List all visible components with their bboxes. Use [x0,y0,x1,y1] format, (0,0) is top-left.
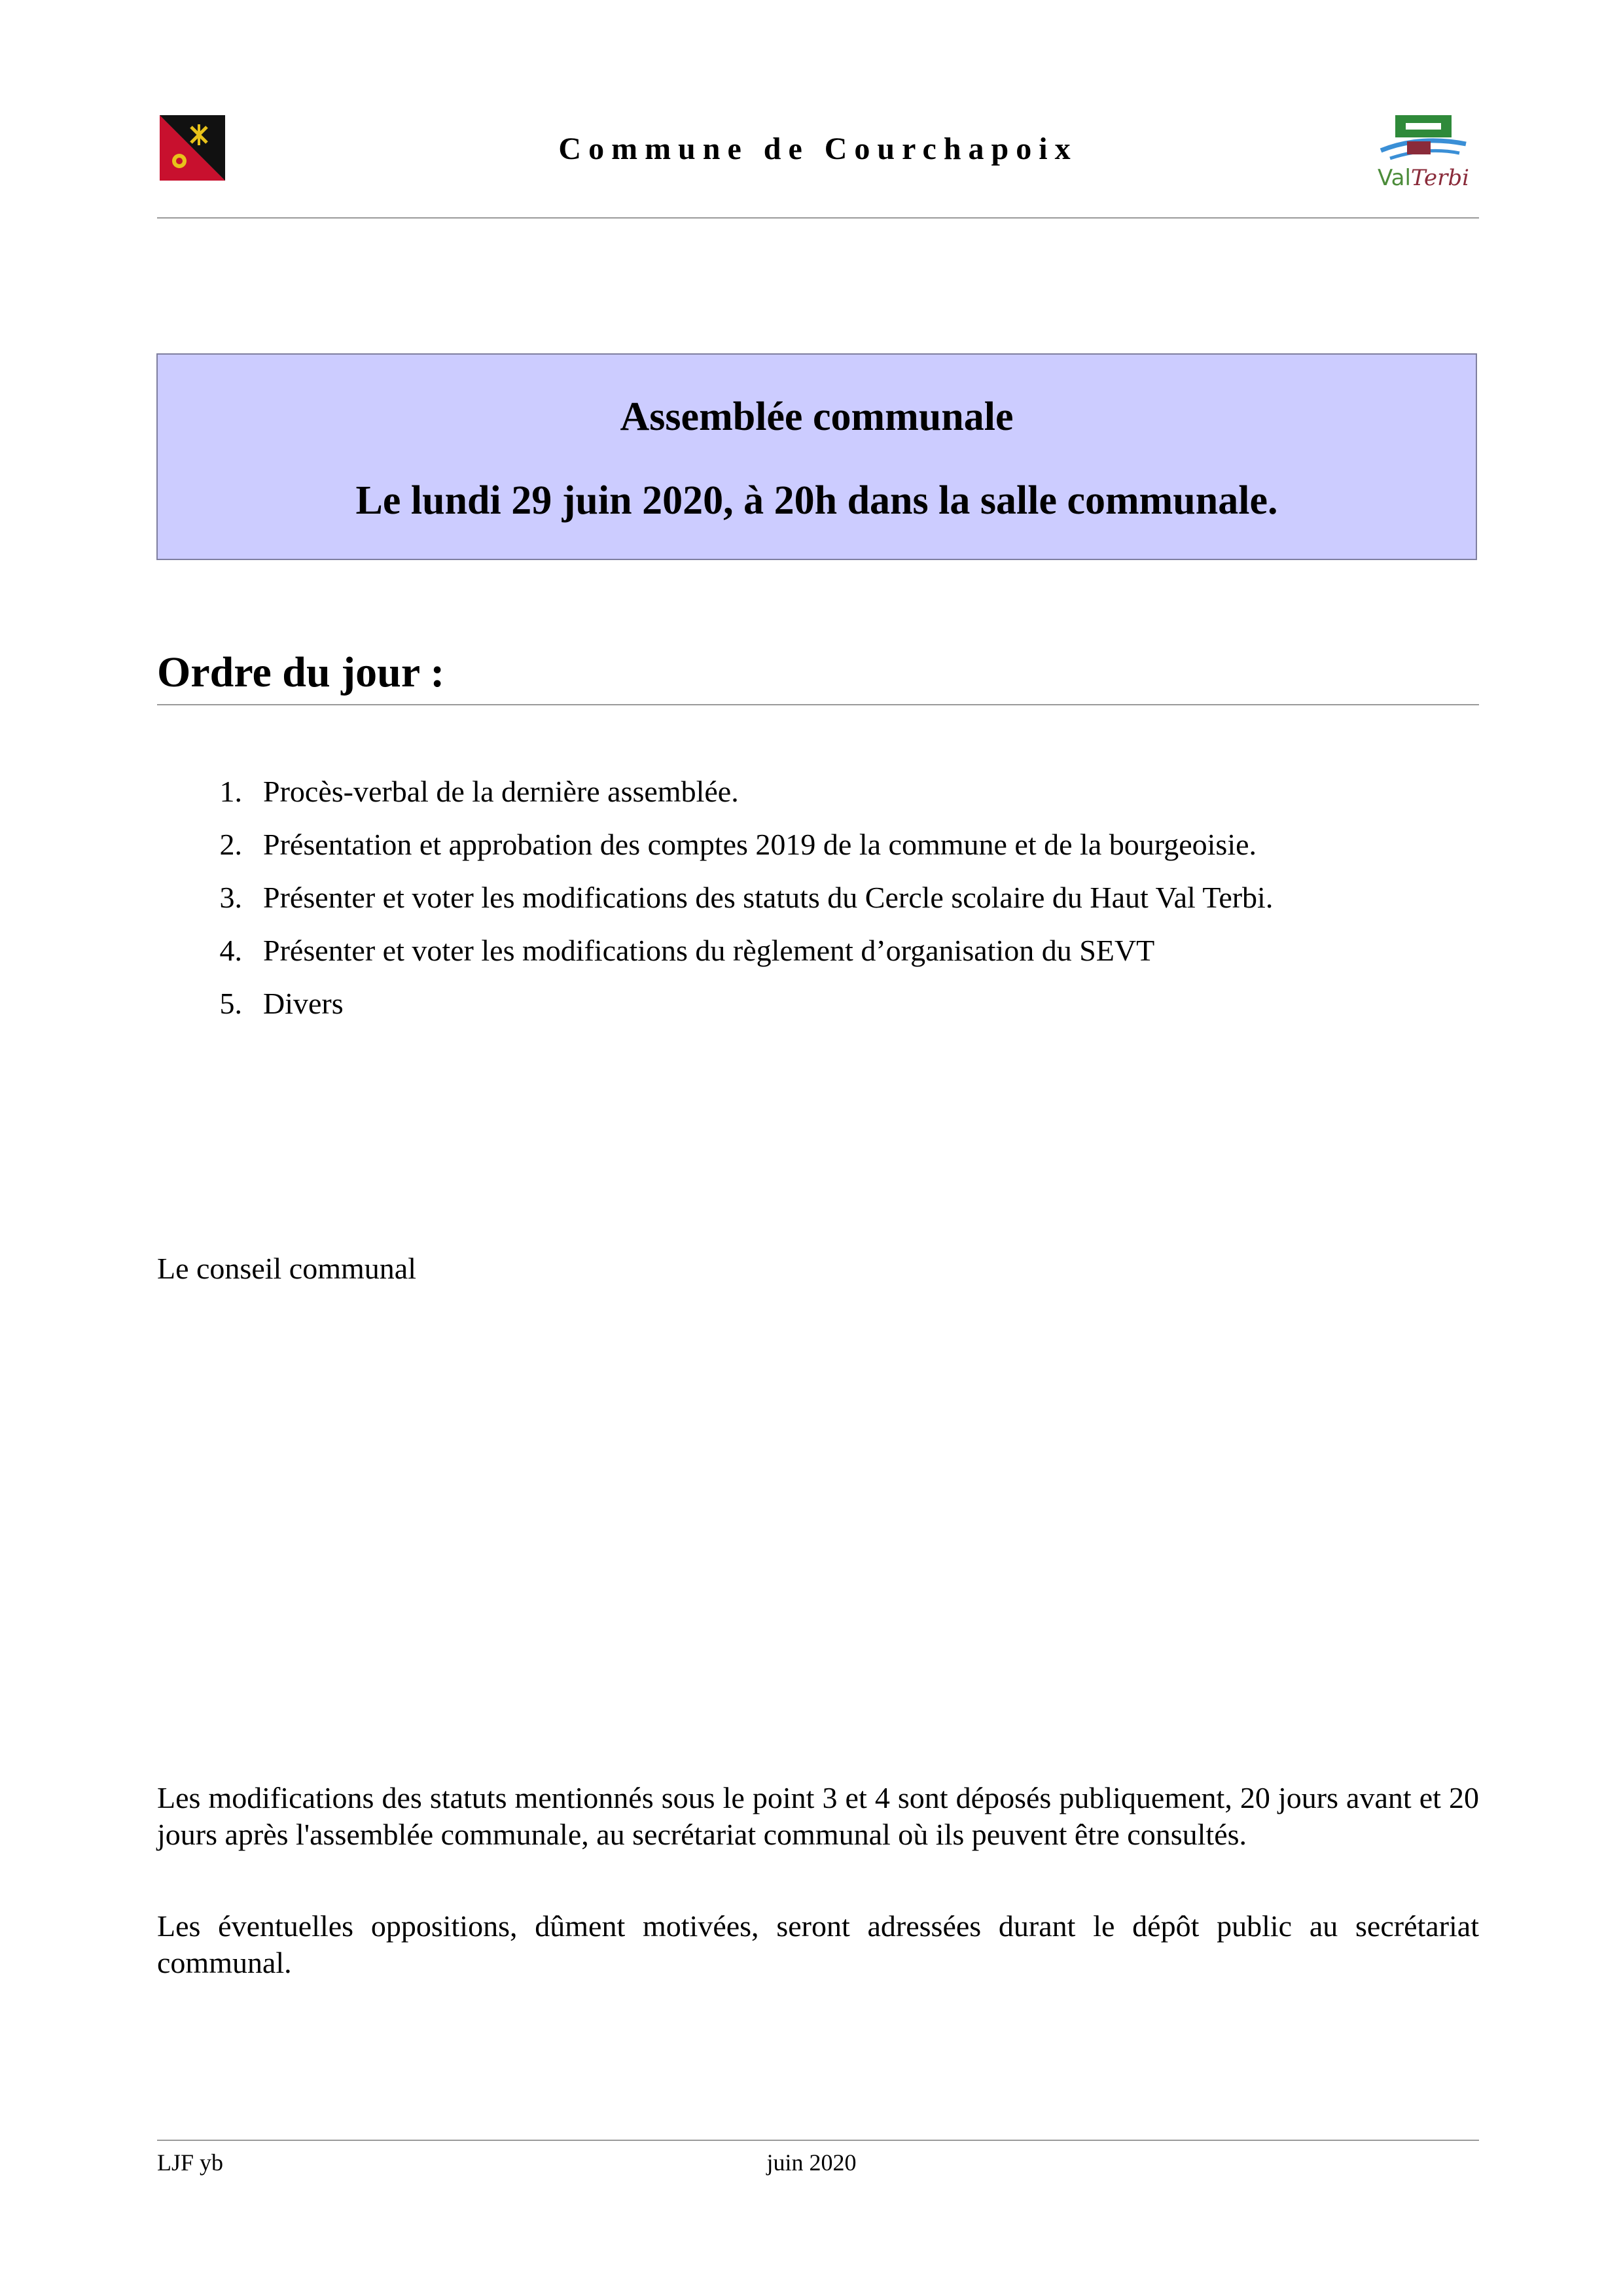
agenda-item-number: 5. [219,987,242,1020]
header-divider [157,217,1479,219]
logo-terbi-text: Terbi [1410,165,1469,191]
agenda-item [209,878,1479,931]
footer-date: juin 2020 [766,2149,857,2176]
agenda-item-number: 2. [219,828,242,861]
agenda-item-text: Présenter et voter les modifications des statuts du Cercle scolaire du Haut Val Terbi. [263,881,1274,914]
val-terbi-emblem-icon [1368,113,1479,165]
footer-divider [157,2140,1479,2141]
logo-val-text: Val [1378,165,1411,191]
notice-paragraph: Les éventuelles oppositions, dûment motivées, seront adressées durant le dépôt public au secrétariat communal. [157,1909,1479,1979]
agenda-item [209,772,1479,825]
agenda-item-number: 3. [219,881,242,914]
agenda-list [209,772,1479,1037]
banner-date-location: Le lundi 29 juin 2020, à 20h dans la salle communale. [355,478,1278,523]
commune-title: Commune de Courchapoix [558,132,1078,166]
agenda-heading: Ordre du jour : [157,648,1479,705]
agenda-item [209,931,1479,984]
agenda-item-text: Présentation et approbation des comptes 2019 de la commune et de la bourgeoisie. [263,828,1257,861]
footer-author: LJF yb [157,2149,224,2176]
agenda-item-text: Procès-verbal de la dernière assemblée. [263,775,739,808]
agenda-item [209,825,1479,878]
agenda-item-text: Présenter et voter les modifications du règlement d’organisation du SEVT [263,934,1155,967]
val-terbi-logo [1368,113,1479,195]
notice-paragraph: Les modifications des statuts mentionnés sous le point 3 et 4 sont déposés publiquement, 20 jours avant et 20 jours après l'assemblée communale, au secrétariat communal où ils peuvent être consultés. [157,1781,1479,1851]
banner-title: Assemblée communale [620,395,1014,439]
agenda-item-number: 1. [219,775,242,808]
agenda-item-number: 4. [219,934,242,967]
agenda-item [209,984,1479,1037]
page-header [157,111,1479,219]
signature: Le conseil communal [157,1252,416,1285]
agenda-item-text: Divers [263,987,344,1020]
announcement-banner [156,353,1477,560]
